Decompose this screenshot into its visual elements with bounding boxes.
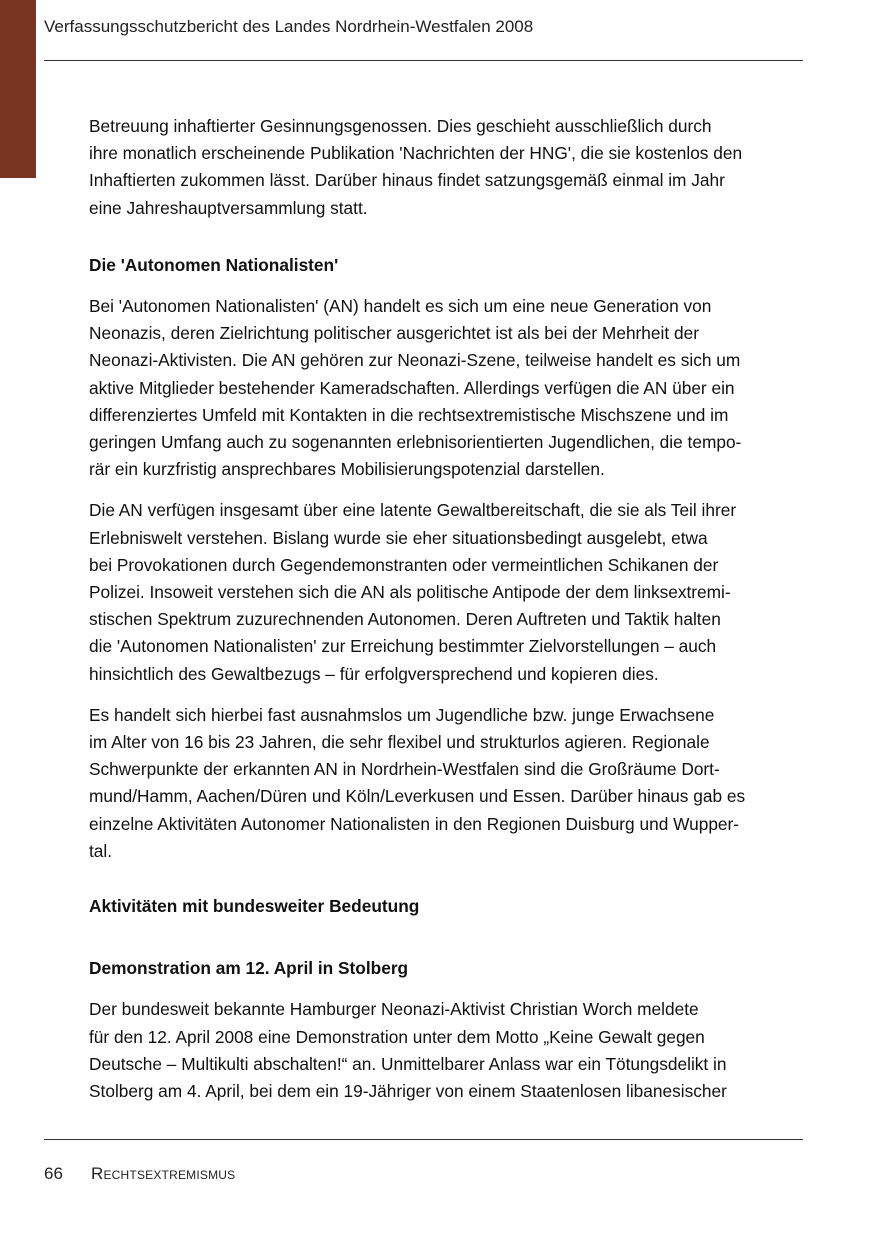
text-line: für den 12. April 2008 eine Demonstration unter dem Motto „Keine Gewalt gegen [89, 1026, 705, 1047]
text-line: Neonazis, deren Zielrichtung politischer ausgerichtet ist als bei der Mehrheit der [89, 323, 699, 344]
header-divider [44, 60, 803, 61]
page-number: 66 [44, 1164, 63, 1183]
text-line: im Alter von 16 bis 23 Jahren, die sehr flexibel und strukturlos agieren. Regionale [89, 732, 710, 753]
text-line: die 'Autonomen Nationalisten' zur Erreichung bestimmter Zielvorstellungen – auch [89, 636, 717, 657]
text-line: Stolberg am 4. April, bei dem ein 19-Jähriger von einem Staatenlosen libanesischer [89, 1081, 727, 1102]
text-line: Es handelt sich hierbei fast ausnahmslos um Jugendliche bzw. junge Erwachsene [89, 704, 715, 725]
text-line: tal. [89, 840, 113, 861]
document-body [89, 113, 805, 1119]
chapter-tab-marker [0, 0, 36, 178]
text-line: Inhaftierten zukommen lässt. Darüber hinaus findet satzungsgemäß einmal im Jahr [89, 170, 725, 191]
text-line: eine Jahreshauptversammlung statt. [89, 197, 368, 218]
section-heading-autonome: Die 'Autonomen Nationalisten' [89, 254, 339, 275]
text-line: Schwerpunkte der erkannten AN in Nordrhein-Westfalen sind die Großräume Dort- [89, 759, 720, 780]
text-line: einzelne Aktivitäten Autonomer Nationalisten in den Regionen Duisburg und Wupper- [89, 813, 740, 834]
section-heading-aktivitaeten: Aktivitäten mit bundesweiter Bedeutung [89, 896, 420, 917]
text-line: rär ein kurzfristig ansprechbares Mobilisierungspotenzial darstellen. [89, 459, 605, 480]
subsection-heading-demonstration: Demonstration am 12. April in Stolberg [89, 958, 409, 979]
text-line: mund/Hamm, Aachen/Düren und Köln/Leverkusen und Essen. Darüber hinaus gab es [89, 786, 746, 807]
paragraph-autonome-definition [89, 293, 805, 483]
text-line: Der bundesweit bekannte Hamburger Neonazi-Aktivist Christian Worch meldete [89, 999, 699, 1020]
text-line: geringen Umfang auch zu sogenannten erlebnisorientierten Jugendlichen, die tempo- [89, 432, 742, 453]
text-line: ihre monatlich erscheinende Publikation 'Nachrichten der HNG', die sie kostenlos den [89, 143, 743, 164]
text-line: stischen Spektrum zuzurechnenden Autonomen. Deren Auftreten und Taktik halten [89, 609, 721, 630]
paragraph-regionale-schwerpunkte [89, 702, 805, 865]
text-line: Polizei. Insoweit verstehen sich die AN als politische Antipode der dem linksextremi- [89, 582, 731, 603]
text-line: Betreuung inhaftierter Gesinnungsgenossen. Dies geschieht ausschließlich durch [89, 116, 712, 136]
footer-section-label: Rechtsextremismus [91, 1164, 236, 1183]
text-line: hinsichtlich des Gewaltbezugs – für erfolgversprechend und kopieren dies. [89, 663, 659, 684]
paragraph-gewaltbereitschaft [89, 497, 805, 687]
text-line: differenziertes Umfeld mit Kontakten in die rechtsextremistische Mischszene und im [89, 404, 729, 425]
text-line: Neonazi-Aktivisten. Die AN gehören zur Neonazi-Szene, teilweise handelt es sich um [89, 350, 741, 371]
text-line: Bei 'Autonomen Nationalisten' (AN) handelt es sich um eine neue Generation von [89, 296, 712, 317]
text-line: Deutsche – Multikulti abschalten!“ an. Unmittelbarer Anlass war ein Tötungsdelikt in [89, 1053, 727, 1074]
text-line: bei Provokationen durch Gegendemonstranten oder vermeintlichen Schikanen der [89, 554, 719, 575]
text-line: Die AN verfügen insgesamt über eine latente Gewaltbereitschaft, die sie als Teil ihrer [89, 500, 737, 521]
header-title: Verfassungsschutzbericht des Landes Nordrhein-Westfalen 2008 [44, 17, 534, 36]
footer-divider [44, 1139, 803, 1140]
text-line: aktive Mitglieder bestehender Kameradschaften. Allerdings verfügen die AN über ein [89, 377, 735, 398]
paragraph-demonstration [89, 996, 805, 1105]
text-line: Erlebniswelt verstehen. Bislang wurde sie eher situationsbedingt ausgelebt, etwa [89, 527, 708, 548]
intro-paragraph [89, 113, 805, 222]
